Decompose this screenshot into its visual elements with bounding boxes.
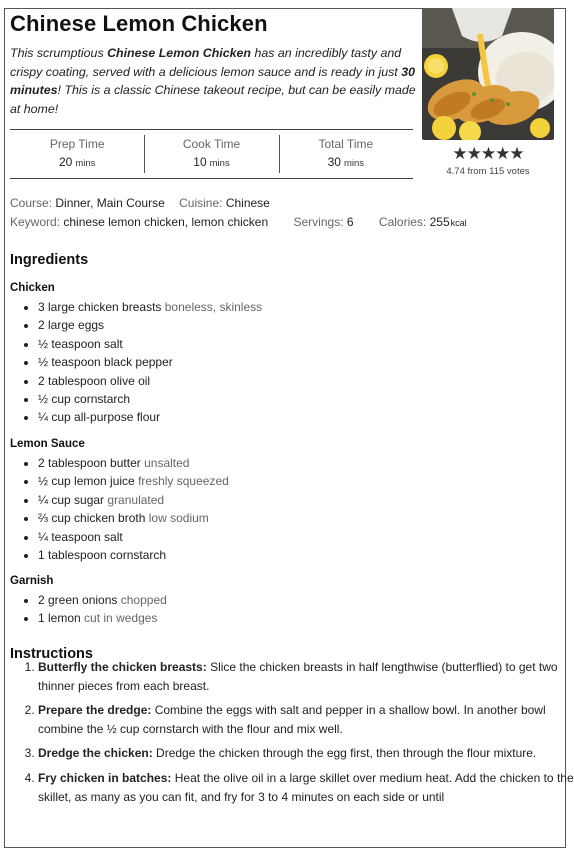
ingredient-text: 1 lemon (38, 611, 81, 626)
ingredient-note: granulated (107, 492, 165, 507)
keyword-value: chinese lemon chicken, lemon chicken (63, 215, 269, 229)
ingredients-heading: Ingredients (10, 252, 89, 268)
ingredient-note: freshly squeezed (138, 474, 229, 489)
ingredient-item (38, 353, 550, 371)
servings-value[interactable]: 6 (346, 215, 354, 229)
cook-time-number: 10 (193, 155, 207, 169)
cook-time (144, 130, 278, 178)
ingredient-item (38, 509, 550, 527)
ingredient-group-garnish (10, 574, 550, 628)
ingredient-text: ½ teaspoon salt (38, 336, 123, 351)
ingredient-text: ½ cup lemon juice (38, 474, 135, 489)
ingredient-item (38, 491, 550, 509)
step-title: Fry chicken in batches: (38, 770, 172, 785)
recipe-summary (10, 44, 416, 118)
ingredient-group-chicken (10, 281, 550, 427)
ingredient-group-title: Garnish (10, 575, 54, 587)
ingredient-item (38, 408, 550, 426)
ingredient-text: ¼ cup all-purpose flour (38, 410, 161, 425)
step-title: Dredge the chicken: (38, 746, 153, 761)
ingredient-group-title: Lemon Sauce (10, 438, 85, 450)
calories-unit: kcal (450, 218, 467, 228)
rating-votes: 4.74 from 115 votes (446, 166, 530, 177)
total-time (279, 130, 413, 178)
summary-text: has an incredibly tasty and crispy coating, served with a delicious lemon sauce and is ready in just (10, 46, 402, 79)
ingredient-item (38, 454, 550, 472)
prep-time-value (10, 155, 144, 169)
recipe-photo[interactable] (422, 8, 554, 140)
instruction-step (38, 658, 574, 695)
summary-text: This scrumptious (10, 46, 108, 60)
ingredient-note: boneless, skinless (164, 300, 263, 314)
instructions-list (10, 658, 574, 812)
ingredient-text: 2 tablespoon olive oil (38, 373, 151, 388)
prep-time (10, 130, 144, 178)
recipe-rating[interactable] (422, 144, 554, 177)
ingredient-text: 2 large eggs (38, 318, 105, 333)
prep-time-number: 20 (58, 155, 73, 169)
step-title: Butterfly the chicken breasts: (38, 660, 207, 674)
summary-text: ! This is a classic Chinese takeout recipe, but can be easily made at home! (10, 83, 416, 116)
instruction-step (38, 701, 574, 738)
summary-bold-time: 30 minutes (10, 64, 415, 98)
ingredient-text: ¼ cup sugar (38, 492, 105, 507)
prep-time-unit: mins (75, 158, 96, 169)
step-text: Combine the eggs with salt and pepper in a shallow bowl. In another bowl combine the ½ cup cornstarch with the flour and mix well. (38, 703, 546, 736)
ingredient-note: cut in wedges (84, 611, 158, 626)
recipe-meta-course-cuisine (10, 196, 270, 210)
ingredient-item (38, 472, 550, 490)
ingredient-text: ¼ teaspoon salt (38, 529, 123, 544)
ingredient-list (10, 591, 550, 628)
cook-time-value (144, 155, 278, 169)
instruction-step (38, 744, 574, 763)
ingredient-item (38, 316, 550, 334)
calories-label: Calories: (378, 215, 427, 229)
ingredient-text: ½ teaspoon black pepper (38, 355, 173, 370)
ingredient-note: chopped (120, 593, 167, 607)
ingredient-item (38, 591, 550, 609)
ingredient-item (38, 546, 550, 564)
cuisine-value: Chinese (225, 196, 270, 210)
ingredient-group-title: Chicken (10, 282, 55, 294)
keyword-label: Keyword: (10, 215, 61, 229)
ingredient-note: low sodium (148, 511, 209, 526)
ingredient-item (38, 609, 550, 627)
instructions-heading: Instructions (10, 646, 93, 662)
ingredient-list (10, 454, 550, 564)
ingredient-item (38, 335, 550, 353)
ingredient-item (38, 372, 550, 390)
ingredient-text: 3 large chicken breasts (38, 300, 162, 314)
ingredient-item (38, 298, 550, 316)
servings-label: Servings: (293, 215, 344, 229)
recipe-times (10, 129, 413, 179)
course-value: Dinner, Main Course (55, 196, 165, 210)
calories-value: 255 (429, 215, 450, 229)
ingredient-item (38, 390, 550, 408)
summary-bold-name: Chinese Lemon Chicken (107, 46, 251, 60)
ingredient-group-lemon-sauce (10, 437, 550, 564)
ingredient-note: unsalted (144, 456, 190, 470)
ingredient-item (38, 528, 550, 546)
step-text: Slice the chicken breasts in half lengthwise (butterflied) to get two thinner pieces from each breast. (38, 660, 558, 693)
total-time-value (279, 155, 413, 169)
total-time-label: Total Time (318, 137, 374, 151)
cook-time-label: Cook Time (182, 137, 241, 151)
step-text: Heat the olive oil in a large skillet over medium heat. Add the chicken to the skillet, as many as you can fit, and fry for 3 to 4 minutes on each side or until (38, 770, 574, 804)
instruction-step (38, 769, 574, 806)
total-time-unit: mins (343, 158, 365, 169)
cook-time-unit: mins (209, 158, 230, 169)
cuisine-label: Cuisine: (179, 196, 223, 210)
ingredient-text: ½ cup cornstarch (38, 392, 131, 407)
star-rating-icon[interactable]: ★★★★★ (452, 144, 524, 163)
ingredient-text: 2 tablespoon butter (38, 456, 141, 470)
prep-time-label: Prep Time (49, 137, 105, 151)
recipe-title: Chinese Lemon Chicken (10, 11, 268, 36)
ingredient-text: ⅔ cup chicken broth (38, 511, 146, 526)
ingredient-text: 2 green onions (38, 593, 118, 607)
total-time-number: 30 (327, 155, 341, 169)
step-title: Prepare the dredge: (38, 703, 152, 718)
ingredient-list (10, 298, 550, 427)
recipe-meta-keyword-servings (10, 215, 467, 229)
ingredient-text: 1 tablespoon cornstarch (38, 548, 167, 563)
course-label: Course: (10, 196, 53, 210)
step-text: Dredge the chicken through the egg first, then through the flour mixture. (156, 746, 537, 761)
